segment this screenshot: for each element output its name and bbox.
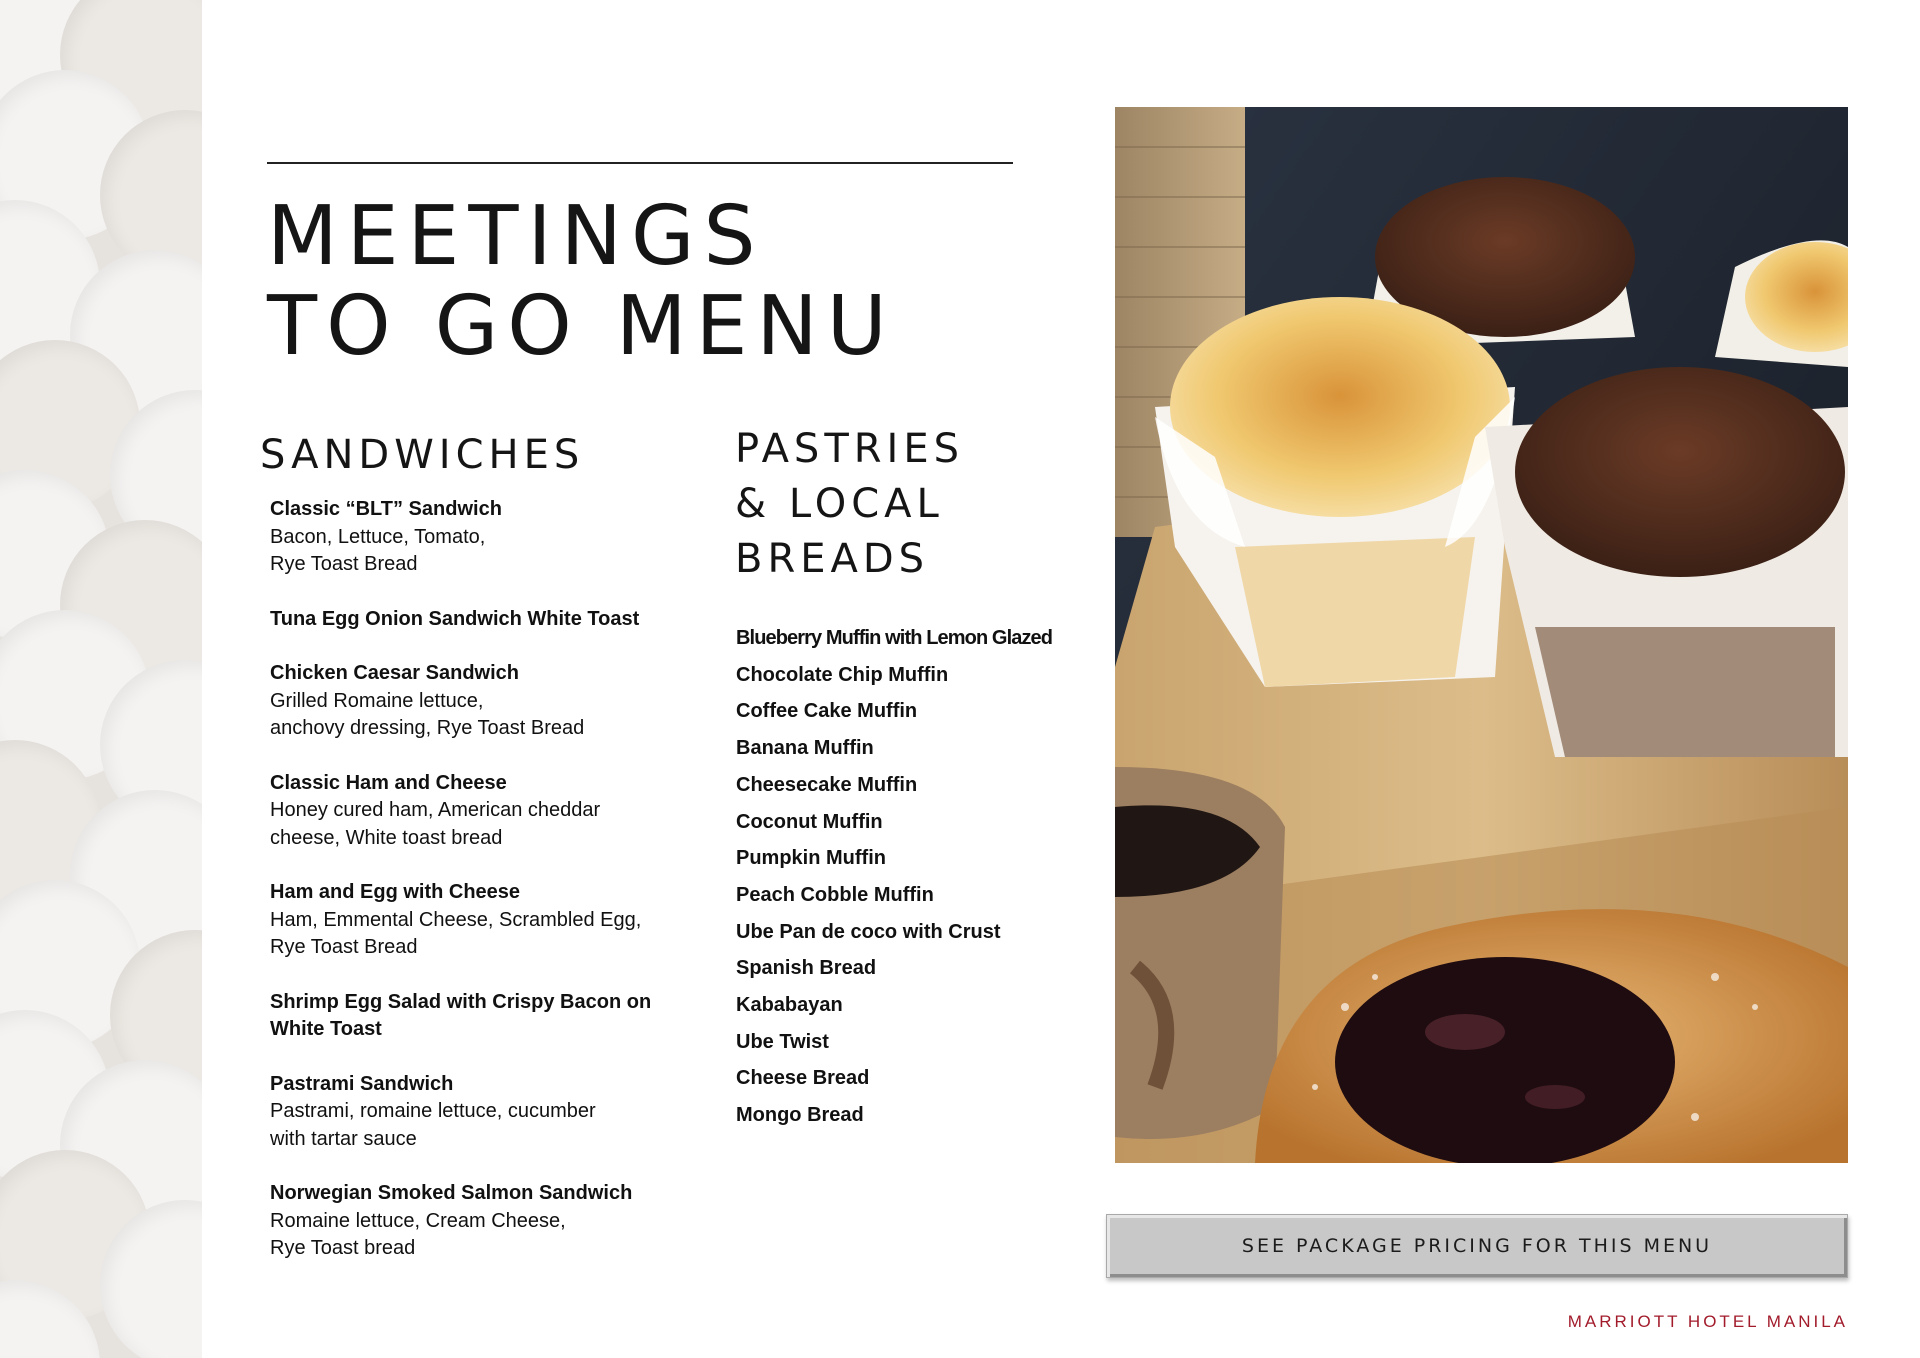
list-item: Ube Twist bbox=[736, 1030, 829, 1053]
item-description: anchovy dressing, Rye Toast Bread bbox=[270, 717, 585, 739]
list-item: Banana Muffin bbox=[736, 737, 874, 760]
item-name: Chicken Caesar Sandwich bbox=[270, 662, 519, 684]
item-name: Classic “BLT” Sandwich bbox=[270, 498, 502, 520]
list-item bbox=[270, 660, 678, 743]
item-description: Rye Toast Bread bbox=[270, 553, 418, 575]
list-item: Cheese Bread bbox=[736, 1067, 870, 1090]
list-item bbox=[270, 1180, 678, 1263]
item-description: cheese, White toast bread bbox=[270, 826, 503, 849]
pastries-heading: PASTRIES & LOCAL BREADS bbox=[735, 426, 965, 582]
list-item bbox=[270, 1071, 678, 1154]
list-item: Blueberry Muffin with Lemon Glazed bbox=[736, 627, 1053, 649]
item-description: Romaine lettuce, Cream Cheese, bbox=[270, 1209, 566, 1232]
decorative-pattern-strip bbox=[0, 0, 202, 1358]
item-description: Pastrami, romaine lettuce, cucumber bbox=[270, 1100, 596, 1122]
item-description: Rye Toast bread bbox=[270, 1237, 416, 1259]
sandwiches-heading: SANDWICHES bbox=[260, 432, 585, 478]
item-name: Classic Ham and Cheese bbox=[270, 771, 507, 794]
item-name: Pastrami Sandwich bbox=[270, 1072, 454, 1095]
list-item bbox=[270, 606, 678, 634]
item-name: Tuna Egg Onion Sandwich White Toast bbox=[270, 607, 640, 630]
item-name: Shrimp Egg Salad with Crispy Bacon on bbox=[270, 990, 652, 1013]
list-item: Coffee Cake Muffin bbox=[736, 700, 918, 723]
list-item bbox=[270, 770, 678, 853]
list-item: Pumpkin Muffin bbox=[736, 847, 886, 870]
item-description: Ham, Emmental Cheese, Scrambled Egg, bbox=[270, 908, 642, 931]
brand-footer: MARRIOTT HOTEL MANILA bbox=[1567, 1312, 1848, 1331]
list-item: Chocolate Chip Muffin bbox=[736, 663, 949, 686]
muffins-photo bbox=[1115, 107, 1848, 1163]
page-title: MEETINGS TO GO MENU bbox=[267, 189, 896, 374]
see-package-pricing-button[interactable]: SEE PACKAGE PRICING FOR THIS MENU bbox=[1106, 1214, 1848, 1278]
list-item bbox=[270, 989, 678, 1044]
list-item bbox=[270, 496, 678, 579]
item-description: Grilled Romaine lettuce, bbox=[270, 689, 484, 712]
list-item: Cheesecake Muffin bbox=[736, 773, 918, 796]
list-item: Coconut Muffin bbox=[736, 810, 883, 833]
list-item: Kababayan bbox=[736, 994, 843, 1017]
item-description: with tartar sauce bbox=[270, 1127, 417, 1150]
list-item: Mongo Bread bbox=[736, 1104, 864, 1127]
item-description: Bacon, Lettuce, Tomato, bbox=[270, 525, 486, 548]
list-item: Spanish Bread bbox=[736, 957, 877, 980]
item-name: White Toast bbox=[270, 1018, 382, 1040]
list-item: Ube Pan de coco with Crust bbox=[736, 920, 1001, 943]
list-item: Peach Cobble Muffin bbox=[736, 883, 934, 906]
list-item bbox=[270, 879, 678, 962]
sandwiches-list bbox=[270, 496, 678, 1290]
item-description: Rye Toast Bread bbox=[270, 936, 418, 958]
item-description: Honey cured ham, American cheddar bbox=[270, 799, 601, 821]
item-name: Ham and Egg with Cheese bbox=[270, 881, 521, 903]
pastries-list bbox=[736, 620, 1052, 1134]
title-divider bbox=[267, 162, 1013, 164]
item-name: Norwegian Smoked Salmon Sandwich bbox=[270, 1182, 633, 1204]
